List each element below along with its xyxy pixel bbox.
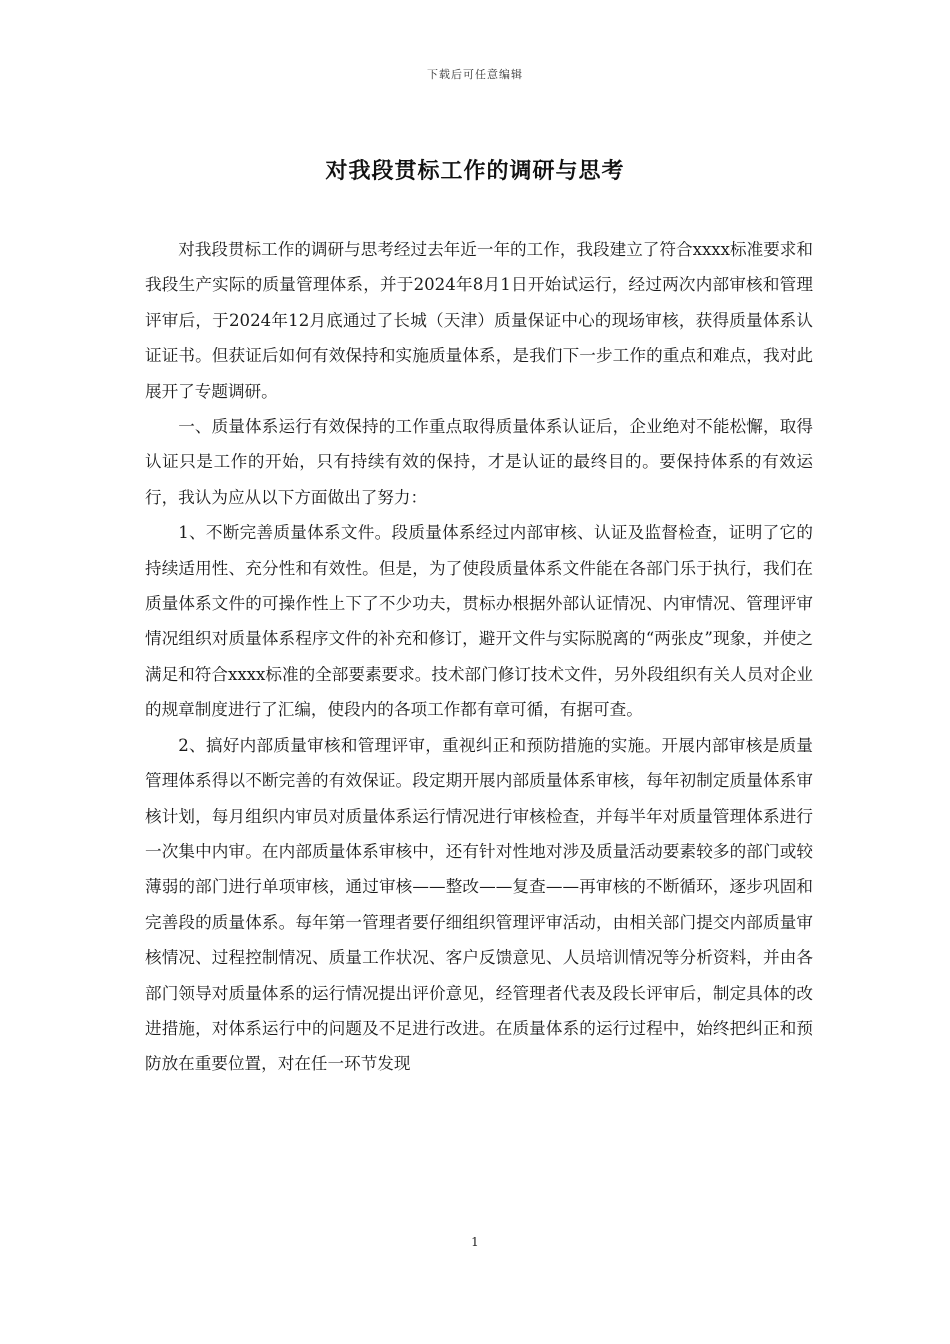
page-number: 1 (471, 1235, 479, 1249)
paragraph-section-1: 一、质量体系运行有效保持的工作重点取得质量体系认证后，企业绝对不能松懈，取得认证只是工作的开始，只有持续有效的保持，才是认证的最终目的。要保持体系的有效运行，我认为应从以下方面做出了努力： (145, 417, 813, 507)
paragraph-intro: 对我段贯标工作的调研与思考经过去年近一年的工作，我段建立了符合xxxx标准要求和我段生产实际的质量管理体系，并于2024年8月1日开始试运行，经过两次内部审核和管理评审后，于2024年12月底通过了长城（天津）质量保证中心的现场审核，获得质量体系认证证书。但获证后如何有效保持和实施质量体系，是我们下一步工作的重点和难点，我对此展开了专题调研。 (145, 240, 813, 401)
paragraph-item-2: 2、搞好内部质量审核和管理评审，重视纠正和预防措施的实施。开展内部审核是质量管理体系得以不断完善的有效保证。段定期开展内部质量体系审核，每年初制定质量体系审核计划，每月组织内审员对质量体系运行情况进行审核检查，并每半年对质量管理体系进行一次集中内审。在内部质量体系审核中，还有针对性地对涉及质量活动要素较多的部门或较薄弱的部门进行单项审核，通过审核——整改——复查——再审核的不断循环，逐步巩固和完善段的质量体系。每年第一管理者要仔细组织管理评审活动，由相关部门提交内部质量审核情况、过程控制情况、质量工作状况、客户反馈意见、人员培训情况等分析资料，并由各部门领导对质量体系的运行情况提出评价意见，经管理者代表及段长评审后，制定具体的改进措施，对体系运行中的问题及不足进行改进。在质量体系的运行过程中，始终把纠正和预防放在重要位置，对在任一环节发现 (145, 735, 813, 1074)
header-note: 下载后可任意编辑 (427, 68, 523, 81)
document-body (145, 232, 813, 1082)
document-title: 对我段贯标工作的调研与思考 (325, 158, 625, 184)
paragraph-item-1: 1、不断完善质量体系文件。段质量体系经过内部审核、认证及监督检查，证明了它的持续适用性、充分性和有效性。但是，为了使段质量体系文件能在各部门乐于执行，我们在质量体系文件的可操作性上下了不少功夫，贯标办根据外部认证情况、内审情况、管理评审情况组织对质量体系程序文件的补充和修订，避开文件与实际脱离的“两张皮”现象，并使之满足和符合xxxx标准的全部要素要求。技术部门修订技术文件，另外段组织有关人员对企业的规章制度进行了汇编，使段内的各项工作都有章可循，有据可查。 (145, 523, 813, 720)
